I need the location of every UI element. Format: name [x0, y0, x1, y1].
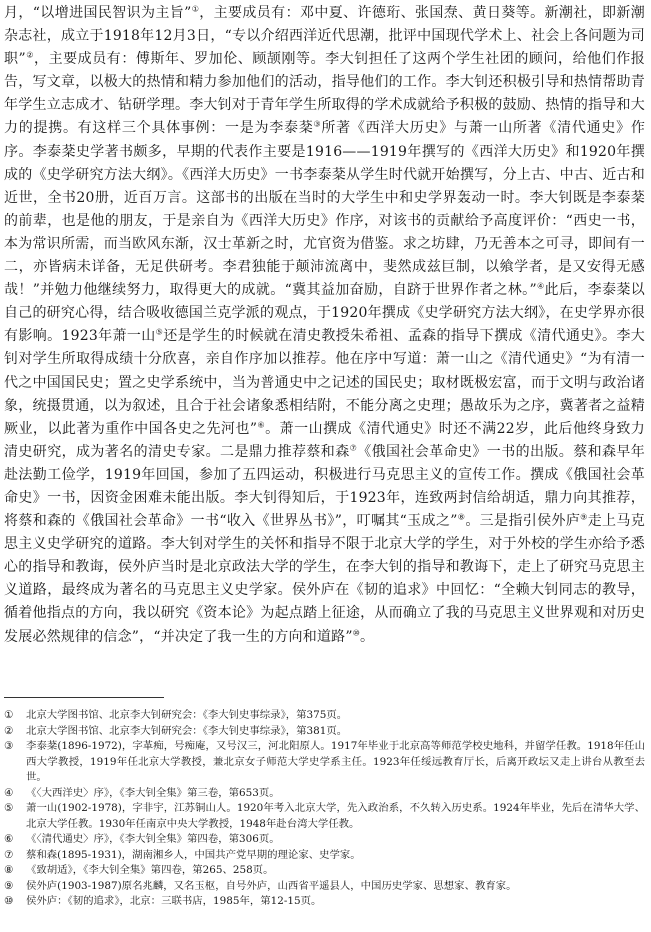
footnote-text: 《〈大西洋史〉序》，《李大钊全集》第三卷，第653页。 — [26, 786, 280, 799]
footnote-text: 北京大学图书馆、北京李大钊研究会：《李大钊史事综录》，第375页。 — [26, 709, 348, 721]
footnote-item — [4, 708, 645, 724]
footnote-list — [4, 708, 645, 910]
text-segment: 。三是指引侯外庐 — [465, 513, 581, 530]
footnote-ref[interactable]: ④ — [536, 281, 545, 291]
footnote-ref[interactable]: ② — [25, 50, 35, 60]
footnote-ref[interactable]: ⑧ — [457, 512, 466, 522]
footnote-ref[interactable]: ⑩ — [352, 627, 361, 637]
footnote-item — [4, 801, 645, 832]
text-segment: ，主要成员有：邓中夏、许德珩、张国焘、黄日葵等。新潮社，即新潮杂志社，成立于1918年12月3日，“专以介绍西洋近代思潮，批评中国现代学术上、社会上各问题为司职” — [4, 5, 645, 68]
text-segment: 此后，李泰棻以自己的研究心得，结合吸收德国兰克学派的观点，于1920年撰成《史学研究方法大纲》，在史学界亦很有影响。1923年萧一山 — [4, 282, 645, 345]
footnote-number: ④ — [4, 786, 14, 799]
text-segment: 走上马克思主义史学研究的道路。李大钊对学生的关怀和指导不限于北京大学的学生，对于外校的学生亦给予悉心的指导和教诲，侯外庐当时是北京政法大学的学生，在李大钊的指导和教诲下，走上了研究马克思主义道路，最终成为著名的马克思主义史学家。侯外庐在《韧的追求》中回忆：“全赖大钊同志的教导，循着他指点的方向，我以研究《资本论》为起点踏上征途，从而确立了我的马克思主义世界观和对历史发展必然规律的信念”，“并决定了我一生的方向和道路” — [4, 513, 645, 645]
footnote-ref[interactable]: ⑤ — [155, 327, 164, 337]
footnote-item — [4, 879, 645, 895]
footnote-number: ⑥ — [4, 833, 14, 845]
text-segment: 。 — [360, 628, 375, 645]
footnote-item — [4, 863, 645, 879]
footnote-number: ③ — [4, 740, 14, 752]
text-segment: 。萧一山撰成《清代通史》时还不满22岁，此后他终身致力清史研究，成为著名的清史专家。二是鼎力推荐蔡和森 — [4, 420, 645, 460]
footnote-text: 《〈清代通史〉序》，《李大钊全集》第四卷，第306页。 — [26, 833, 280, 845]
footnote-item — [4, 739, 645, 786]
footnote-text: 侯外庐：《韧的追求》，北京：三联书店，1985年，第12-15页。 — [26, 895, 322, 907]
footnote-ref[interactable]: ⑥ — [257, 420, 266, 430]
text-segment: ，主要成员有：傅斯年、罗加伦、顾颉刚等。李大钊担任了这两个学生社团的顾问，给他们作报告，写文章，以极大的热情和精力参加他们的活动，指导他们的工作。李大钊还积极引导和热情帮助青年学生立志成才、钻研学理。李大钊对于青年学生所取得的学术成就给予积极的鼓励、热情的指导和大力的提携。有这样三个具体事例：一是为李泰棻 — [4, 51, 646, 137]
footnote-number: ② — [4, 724, 14, 737]
footnote-text: 李泰棻(1896-1972)，字革痴，号痴庵，又号汉三，河北阳原人。1917年毕业于北京高等师范学校史地科，并留学任教。1918年任山西大学教授，1919年任北京大学教授，兼北京女子师范大学史学系主任。1923年任绥远教育厅长，后离开政坛又走上讲台从教至去世。 — [26, 740, 645, 783]
footnote-number: ⑧ — [4, 864, 14, 876]
text-segment: 还是学生的时候就在清史教授朱希祖、孟森的指导下撰成《清代通史》。李大钊对学生所取得成绩十分欣喜，亲自作序加以推荐。他在序中写道：萧一山之《清代通史》“为有清一代之中国国民史；置之史学系统中，当为普通史中之记述的国民史；取材既极宏富，而于文明与政治诸象，统摄贯通，以为叙述，且合于社会诸象悉相结附，不能分离之史理；愚故乐为之序，冀著者之益精厥业，以此著为重作中国各史之先河也” — [4, 328, 646, 437]
footnote-number: ⑦ — [4, 848, 14, 861]
footnote-item — [4, 724, 645, 740]
text-segment: 《俄国社会革命史》一书的出版。蔡和森早年赴法勤工俭学，1919年回国，参加了五四运动，积极进行马克思主义的宣传工作。撰成《俄国社会革命史》一书，因资金困难未能出版。李大钊得知后，于1923年，连致两封信给胡适，鼎力向其推荐，将蔡和森的《俄国社会革命》一书“收入《世界丛书》”，叮嘱其“玉成之” — [4, 443, 645, 530]
footnote-text: 北京大学图书馆、北京李大钊研究会：《李大钊史事综录》，第381页。 — [26, 724, 348, 737]
text-segment: 所著《西洋大历史》与萧一山所著《清代通史》作序。李泰棻史学著书颇多，早期的代表作主要是1916——1919年撰写的《西洋大历史》和1920年撰成的《史学研究方法大纲》。《西洋大历史》一书李泰棻从学生时代就开始撰写，分上古、中古、近古和近世，全书20册，近百万言。这部书的出版在当时的大学生中和史学界轰动一时。李大钊既是李泰棻的前辈，也是他的朋友，于是亲自为《西洋大历史》作序，对该书的贡献给予高度评价：“西史一书，本为常识所需，而当欧风东渐，汉士革新之时，尤官资为借鉴。求之坊肆，乃无善本之可寻，即间有一二，亦皆病未详备，无足供研考。李君独能于颠沛流离中，斐然成兹巨制，以飨学者，是又安得无感哉！”并勉力他继续努力，取得更大的成就。“冀其益加奋励，自跻于世界作者之林。” — [4, 120, 646, 299]
footnote-ref[interactable]: ① — [191, 4, 200, 14]
footnote-ref[interactable]: ⑦ — [349, 443, 358, 453]
footnote-text: 《致胡适》，《李大钊全集》第四卷，第265、258页。 — [26, 864, 274, 876]
footnote-item — [4, 894, 645, 910]
footnote-divider — [4, 697, 164, 698]
footnote-number: ① — [4, 709, 14, 721]
footnote-text: 侯外庐(1903-1987)原名兆麟，又名玉枢，自号外庐，山西省平遥县人，中国历史学家、思想家、教育家。 — [26, 879, 517, 892]
footnote-number: ⑤ — [4, 802, 14, 814]
footnote-text: 蔡和森(1895-1931)，湖南湘乡人，中国共产党早期的理论家、史学家。 — [26, 848, 361, 861]
footnote-number: ⑨ — [4, 879, 14, 892]
footnote-text: 萧一山(1902-1978)，字非宇，江苏铜山人。1920年考入北京大学，先入政治系，不久转入历史系。1924年毕业，先后在清华大学、北京大学任教。1930年任南京中央大学教授，1948年赴台湾大学任教。 — [26, 802, 645, 830]
main-text — [4, 2, 645, 649]
footnote-ref[interactable]: ⑨ — [580, 512, 588, 522]
footnote-ref[interactable]: ③ — [313, 119, 322, 129]
footnote-number: ⑩ — [4, 895, 14, 907]
footnote-item — [4, 848, 645, 864]
page — [4, 2, 645, 649]
footnote-item — [4, 832, 645, 848]
text-segment: 月，“以增进国民智识为主旨” — [4, 5, 192, 21]
footnote-item — [4, 786, 645, 802]
